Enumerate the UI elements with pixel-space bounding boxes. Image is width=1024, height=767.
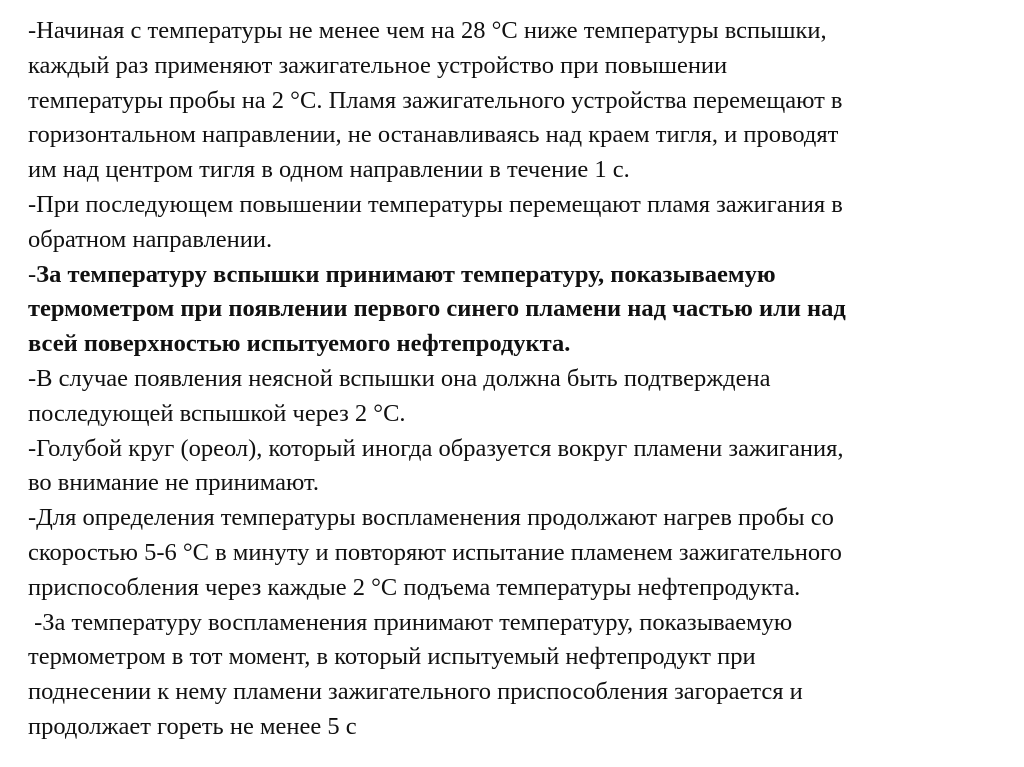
paragraph-unclear-flash xyxy=(28,362,1003,432)
text-line: им над центром тигля в одном направлении в течение 1 с. xyxy=(28,156,630,184)
text-line: последующей вспышкой через 2 °С. xyxy=(28,399,406,427)
text-line: -Начиная с температуры не менее чем на 28 °С ниже температуры вспышки, xyxy=(28,17,827,44)
text-line: приспособления через каждые 2 °С подъема температуры нефтепродукта. xyxy=(28,573,801,601)
text-line: термометром при появлении первого синего пламени над частью или над xyxy=(28,295,846,323)
text-line: каждый раз применяют зажигательное устройство при повышении xyxy=(28,51,728,79)
text-line: обратном направлении. xyxy=(28,225,273,253)
text-line: горизонтальном направлении, не останавливаясь над краем тигля, и проводят xyxy=(28,121,839,149)
paragraph-ignition-heating xyxy=(28,501,1003,605)
text-line: -Для определения температуры воспламенения продолжают нагрев пробы со xyxy=(28,504,834,532)
text-line: -В случае появления неясной вспышки она должна быть подтверждена xyxy=(28,364,771,392)
paragraph-flash-point-definition xyxy=(28,258,1003,362)
text-line: во внимание не принимают. xyxy=(28,469,319,497)
paragraph-reverse-direction xyxy=(28,188,1003,258)
dash-prefix: - xyxy=(28,260,37,288)
paragraph-ignition-point-definition xyxy=(28,606,1003,745)
text-line: -За температуру воспламенения принимают температуру, показываемую xyxy=(28,608,793,636)
paragraph-flash-point-start xyxy=(28,14,1003,188)
text-line: поднесении к нему пламени зажигательного приспособления загорается и xyxy=(28,678,803,706)
text-line: термометром в тот момент, в который испытуемый нефтепродукт при xyxy=(28,643,756,671)
text-line: -При последующем повышении температуры перемещают пламя зажигания в xyxy=(28,190,843,218)
text-line: температуры пробы на 2 °С. Пламя зажигательного устройства перемещают в xyxy=(28,86,843,114)
text-line xyxy=(28,258,1003,293)
bold-text: За температуру вспышки принимают температуру, показываемую xyxy=(36,260,776,288)
text-line: всей поверхностью испытуемого нефтепродукта. xyxy=(28,330,571,358)
text-line: продолжает гореть не менее 5 с xyxy=(28,712,357,740)
body-text xyxy=(28,14,1003,745)
text-line: скоростью 5-6 °С в минуту и повторяют испытание пламенем зажигательного xyxy=(28,538,842,566)
paragraph-blue-halo xyxy=(28,432,1003,502)
text-line: -Голубой круг (ореол), который иногда образуется вокруг пламени зажигания, xyxy=(28,434,844,462)
